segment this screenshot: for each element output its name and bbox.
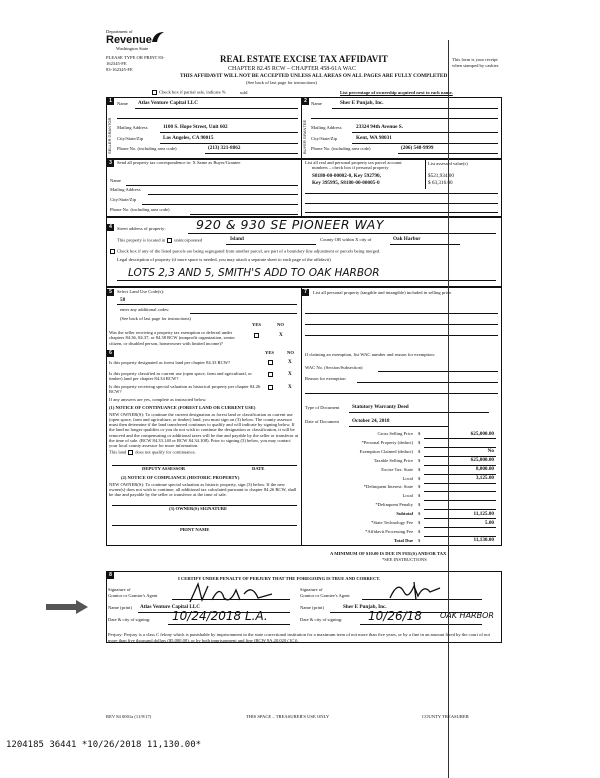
assessed-header: List assessed value(s): [428, 161, 468, 166]
minimum-note: A MINIMUM OF $10.00 IS DUE IN FEE(S) AND/OR TAX: [330, 551, 447, 556]
calc-row-label: *Affidavit Processing Fee: [365, 528, 413, 534]
property-city: Oak Harbor: [393, 236, 421, 242]
calc-row-value: 3,125.00: [475, 475, 494, 481]
yes-header-2: YES: [265, 350, 274, 355]
doc-date-label: Date of Document: [305, 419, 339, 424]
calc-row-line: [424, 527, 496, 528]
q-current-yes-checkbox[interactable]: [268, 372, 273, 377]
form-title: REAL ESTATE EXCISE TAX AFFIDAVIT: [220, 54, 388, 64]
scan-edge-line: [448, 40, 449, 778]
certify-statement: I CERTIFY UNDER PENALTY OF PERJURY THAT THE FOREGOING IS TRUE AND CORRECT.: [178, 576, 381, 581]
assessed-value2: $ 63,316.00: [428, 180, 453, 186]
exemption-label: If claiming an exemption, list WAC number and reason for exemption:: [305, 352, 435, 357]
grantor-name-label: Name (print): [108, 605, 132, 610]
notice2-title: (2) NOTICE OF COMPLIANCE (HISTORIC PROPERTY): [121, 475, 240, 480]
q-current-answer: X: [288, 371, 292, 377]
land-qualifies-checkbox[interactable]: [128, 450, 133, 455]
q-forest: Is this property designated as forest land per chapter 84.33 RCW?: [109, 360, 231, 365]
q-exempt-answer: X: [279, 332, 283, 338]
calc-row-line: [424, 447, 496, 448]
q-forest-yes-checkbox[interactable]: [268, 360, 273, 365]
calc-row-line: [424, 438, 496, 439]
receipt-note1: This form is your receipt: [452, 57, 498, 62]
dept-logo-text: Revenue: [106, 34, 152, 46]
calc-row-value: 625,000.00: [470, 430, 494, 437]
q-historic: Is this property receiving special valuation as historical property per chapter 84.26 RCW?: [109, 384, 261, 395]
calc-row-label: Subtotal: [396, 511, 413, 517]
q-exempt: Was the seller receiving a property tax exemption or deferral under chapters 84.36, 84.37, or 84.38 RCW (nonprofit organization, senior citizen, or disabled person, homeowner with limited income)?: [109, 330, 235, 346]
notice1-title: (1) NOTICE OF CONTINUANCE (FOREST LAND OR CURRENT USE): [109, 405, 256, 410]
corr-mailing-label: Mailing Address: [110, 187, 141, 192]
corr-name-label: Name: [110, 178, 121, 183]
calc-row-label: Local: [402, 493, 413, 499]
personal-property-label: List all personal property (tangible and intangible) included in selling price.: [313, 290, 453, 295]
legal-label: Legal description of property (if more space is needed, you may attach a separate sheet to each page of the affidavit): [117, 257, 331, 262]
calc-row-label: *Delinquent Interest: State: [363, 484, 413, 490]
q-current: Is this property classified as current use (open space, farm and agricultural, or timber) land per chapter 84.34 RCW?: [109, 371, 252, 382]
q-exempt-yes-checkbox[interactable]: [254, 333, 259, 338]
section-5-marker: 5: [107, 289, 114, 296]
recording-stamp: 1204185 36441 *10/26/2018 11,130.00*: [6, 740, 202, 750]
exemption-reason-label: Reason for exemption: [305, 376, 346, 381]
notice2-body: NEW OWNER(S): To continue special valuation as historic property, sign (3) below. If the new owner(s) does not wish to continue, all additional tax calculated pursuant to chapter 84.26 RCW, shall be due and payable by the seller or transferor at the time of sale.: [109, 482, 297, 498]
segregated-checkbox[interactable]: [110, 249, 115, 254]
calc-row-currency: $: [418, 502, 421, 508]
legal-description-handwritten: LOTS 2,3 AND 5, SMITH'S ADD TO OAK HARBOR: [128, 267, 380, 279]
section-7-marker: 7: [302, 289, 309, 296]
form-subtitle: CHAPTER 82.45 RCW – CHAPTER 458-61A WAC: [228, 66, 356, 72]
section-6-marker: 6: [107, 350, 114, 357]
continuance-row: This land does not qualify for continuance.: [109, 449, 196, 455]
calc-row-line: [424, 491, 496, 492]
no-header-1: NO: [277, 322, 284, 327]
seller-mailing-label: Mailing Address: [117, 125, 148, 130]
calc-row-value: 11,125.00: [473, 510, 494, 517]
yes-header-1: YES: [252, 322, 261, 327]
grantee-date-handwritten: 10/26/18: [368, 609, 422, 623]
wac-label: WAC No. (Section/Subsection): [305, 365, 363, 370]
see-instructions: *SEE INSTRUCTIONS: [382, 557, 427, 562]
land-use-code: 58: [120, 297, 126, 303]
treasurer-space: THIS SPACE – TREASURER'S USE ONLY: [246, 714, 330, 719]
buyer-name-label: Name: [311, 101, 322, 106]
if-yes-note: If any answers are yes, complete as instructed below.: [109, 397, 207, 402]
calc-row-currency: $: [418, 439, 421, 445]
calc-row-currency: $: [418, 511, 421, 517]
calc-row-value: 11,130.00: [473, 537, 494, 544]
seller-city: Los Angeles, CA 90015: [163, 135, 214, 141]
calc-row-label: Local: [402, 475, 413, 481]
land-use-see-back: (See back of last page for instructions): [120, 316, 191, 321]
calc-row-currency: $: [418, 528, 421, 534]
calc-row-line: [424, 545, 496, 546]
calc-row-line: [424, 483, 496, 484]
receipt-note2: when stamped by cashier.: [452, 63, 500, 68]
street-address-handwritten: 920 & 930 SE PIONEER WAY: [196, 217, 384, 232]
parcel-line2: Key 395995, S8180-00-00005-0: [312, 180, 380, 186]
seller-mailing: 1100 S. Hope Street, Unit 602: [163, 124, 228, 130]
form-warning: THIS AFFIDAVIT WILL NOT BE ACCEPTED UNLESS ALL AREAS ON ALL PAGES ARE FULLY COMPLETED: [180, 73, 448, 79]
deputy-assessor: DEPUTY ASSESSOR: [142, 466, 186, 471]
buyer-mailing-label: Mailing Address: [311, 125, 342, 130]
partial-sale-row: Check box if partial sale, indicate % sold: [150, 90, 247, 95]
seller-name: Atlas Venture Capital LLC: [138, 100, 198, 106]
grantor-signature-icon: [186, 580, 276, 606]
calc-row-label: *Delinquent Penalty: [375, 502, 413, 508]
grantee-sig-label: Signature of: [300, 587, 323, 592]
section-2-marker: 2: [302, 98, 309, 105]
grantor-date-handwritten: 10/24/2018 L.A.: [172, 609, 268, 623]
county-city-label: County OR within X city of: [320, 237, 372, 242]
calc-row-value: 5.00: [484, 519, 494, 526]
county-island: Island: [230, 236, 244, 242]
section-8-marker: 8: [107, 572, 114, 579]
calc-row-currency: $: [418, 520, 421, 525]
grantee-city-handwritten: OAK HARBOR: [440, 611, 494, 620]
grantor-name: Atlas Venture Capital LLC: [140, 604, 200, 610]
doc-type: Statutory Warranty Deed: [352, 404, 409, 410]
grantee-name: Sher E Punjab, Inc.: [343, 604, 387, 610]
buyer-name: Sher E Punjab, Inc.: [340, 100, 384, 106]
seller-side-label: SELLER GRANTOR: [107, 117, 112, 154]
doc-date: October 24, 2018: [352, 418, 390, 424]
correspondence-label: Send all property tax correspondence to: X Same as Buyer/Grantee: [117, 160, 241, 165]
type-note3: 83-162345-FE: [106, 67, 133, 72]
unincorporated-checkbox[interactable]: [167, 238, 172, 243]
calc-row-currency: $: [418, 431, 421, 436]
land-use-label: Select Land Use Code(s):: [117, 289, 165, 294]
deputy-date: DATE: [252, 466, 265, 471]
dept-line1: Department of: [106, 29, 133, 34]
rev-number: REV 84 0001a (11/9/17): [106, 714, 152, 719]
parcel-line1: S8180-00-00002-0, Key 592790,: [312, 173, 381, 179]
calc-row-value: 8,000.00: [475, 466, 494, 473]
calc-row-currency: $: [418, 448, 421, 454]
q-historic-yes-checkbox[interactable]: [268, 385, 273, 390]
notice1-body: NEW OWNER(S): To continue the current designation as forest land or classification as current use (open space, farm and agriculture, or timber) land, you must sign on (3) below. The county assessor must then determine if the land transferred continues to qualify and will indicate by signing below. If the land no longer qualifies or you do not wish to continue the designation or classification, it will be removed and the compensating or additional taxes will be due and payable by the seller or transferor at the time of sale. (RCW 84.33.140 or RCW 84.34.108). Prior to signing (3) below, you may contact your local county assessor for more information.: [109, 412, 299, 448]
corr-phone-label: Phone No. (including area code): [110, 207, 170, 212]
calc-row-currency: $: [418, 484, 421, 490]
type-note1: PLEASE TYPE OR PRINT 83-: [106, 55, 165, 60]
street-label: Street address of property:: [117, 226, 166, 231]
calc-row-currency: $: [418, 493, 421, 499]
corr-city-label: City/State/Zip: [110, 197, 137, 202]
grantor-date-label: Date & city of signing:: [108, 617, 151, 622]
county-treasurer: COUNTY TREASURER: [422, 714, 469, 719]
buyer-side-label: BUYER GRANTEE: [302, 119, 307, 154]
calc-row-currency: $: [418, 466, 421, 472]
calc-row-currency: $: [418, 537, 421, 543]
parcels-header1: List all real and personal property tax parcel account: [305, 160, 402, 165]
grantor-agent-label: Grantor or Grantor's Agent: [108, 593, 158, 598]
buyer-phone: (206) 548-9999: [401, 145, 434, 151]
grantee-signature-icon: [384, 578, 444, 604]
section-1-marker: 1: [107, 98, 114, 105]
owner-signature-label: (3) OWNER(S) SIGNATURE: [169, 506, 228, 511]
print-name-label: PRINT NAME: [180, 527, 210, 532]
type-note2: 162345-FE: [106, 61, 127, 66]
calc-row-label: Excise Tax: State: [381, 466, 413, 472]
seller-phone-label: Phone No. (including area code): [117, 146, 177, 151]
parcels-header2: numbers – check box if personal property: [312, 165, 389, 170]
q-historic-answer: X: [288, 384, 292, 390]
arrow-pointer-icon: [46, 600, 88, 614]
buyer-city-label: City/State/Zip: [311, 136, 338, 141]
section-3-marker: 3: [107, 160, 114, 167]
dept-line3: Washington State: [116, 46, 149, 51]
no-header-2: NO: [287, 350, 294, 355]
q-forest-answer: X: [288, 359, 292, 365]
calc-row-label: Gross Selling Price: [377, 431, 413, 436]
calc-row-label: *Personal Property (deduct): [361, 439, 413, 445]
segregated-row: Check box if any of the listed parcels are being segregated from another parcel, are part of a boundary line adjustment or parcels being merged.: [108, 249, 380, 254]
seller-name-label: Name: [117, 101, 128, 106]
calc-row-currency: $: [418, 475, 421, 481]
buyer-phone-label: Phone No. (including area code): [311, 146, 371, 151]
located-row: This property is located in unincorporated: [117, 237, 203, 243]
calc-row-label: Taxable Selling Price: [373, 457, 413, 463]
grantee-name-label: Name (print): [300, 605, 324, 610]
calc-row-value: 625,000.00: [470, 457, 494, 464]
calc-row-label: Exemption Claimed (deduct): [359, 448, 413, 454]
partial-sale-checkbox[interactable]: [152, 90, 157, 95]
grantor-sig-label: Signature of: [108, 587, 131, 592]
calc-row-label: Total Due: [393, 537, 413, 543]
assessed-value1: $521,934.00: [428, 173, 454, 179]
doc-type-label: Type of Document: [305, 405, 340, 410]
calc-row-line: [424, 500, 496, 501]
grantee-agent-label: Grantor or Grantee's Agent: [300, 593, 350, 598]
ownership-note: List percentage of ownership acquired next to each name.: [340, 90, 453, 95]
see-back: (See back of last page for instructions): [246, 80, 317, 85]
calc-row-label: *State Technology Fee: [371, 520, 413, 525]
calc-row-line: [424, 518, 496, 519]
calc-row-currency: $: [418, 457, 421, 463]
seller-city-label: City/State/Zip: [117, 136, 144, 141]
buyer-mailing: 23324 94th Avenue S.: [356, 124, 403, 130]
buyer-city: Kent, WA 98031: [356, 135, 392, 141]
grantee-date-label: Date & city of signing:: [300, 617, 343, 622]
perjury-note: Perjury: Perjury is a class C felony which is punishable by imprisonment in the state correctional institution for a maximum term of not more than five years, or by a fine in an amount fixed by the court of not more than five thousand dollars ($5,000.00), or by both imprisonment and fine (RCW 9A.20.020 (1C)).: [108, 632, 490, 643]
section-4-marker: 4: [107, 224, 114, 231]
revenue-logo-icon: [150, 30, 166, 44]
seller-phone: (213) 321-8862: [208, 145, 241, 151]
calc-row-value: No: [487, 448, 494, 455]
additional-codes: enter any additional codes:: [120, 307, 170, 312]
